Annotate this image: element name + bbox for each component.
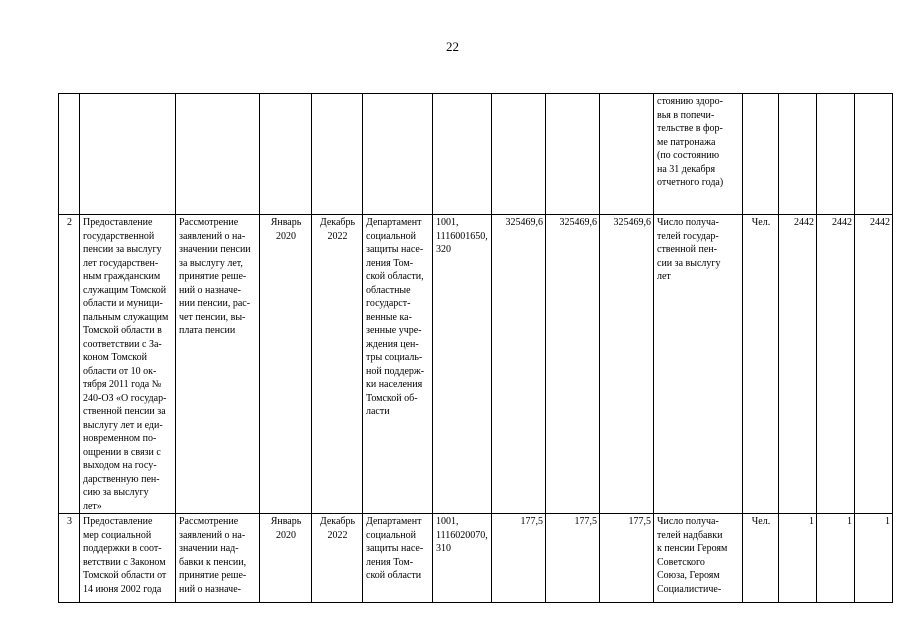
- row-number: 2: [59, 215, 80, 514]
- budget-code: [433, 94, 492, 215]
- table-row: [59, 94, 893, 215]
- row-number: 3: [59, 514, 80, 603]
- row-number: [59, 94, 80, 215]
- start-date: Январь 2020: [260, 215, 312, 514]
- program-measures-table: [58, 93, 893, 603]
- end-date: Декабрь 2022: [312, 514, 363, 603]
- indicator-year-3: 2442: [855, 215, 893, 514]
- funding-year-3: 325469,6: [600, 215, 654, 514]
- end-date: Декабрь 2022: [312, 215, 363, 514]
- funding-year-2: 325469,6: [546, 215, 600, 514]
- executor: [363, 94, 433, 215]
- executor: Департамент социальной защиты насе- ления Том- ской области, областные государст- венные ка- зенные учре- ждения цен- тры социаль- ной поддерж- ки населения Томской об- ласти: [363, 215, 433, 514]
- measure-content: Рассмотрение заявлений о на- значении над- бавки к пенсии, принятие реше- ний о назначе-: [176, 514, 260, 603]
- indicator-unit: Чел.: [743, 215, 779, 514]
- indicator-unit: [743, 94, 779, 215]
- indicator-year-2: [817, 94, 855, 215]
- indicator-unit: Чел.: [743, 514, 779, 603]
- indicator-year-3: 1: [855, 514, 893, 603]
- indicator-year-2: 2442: [817, 215, 855, 514]
- indicator-year-2: 1: [817, 514, 855, 603]
- indicator-year-1: 2442: [779, 215, 817, 514]
- executor: Департамент социальной защиты насе- ления Том- ской области: [363, 514, 433, 603]
- funding-year-1: 177,5: [492, 514, 546, 603]
- measure-name: [80, 94, 176, 215]
- start-date: Январь 2020: [260, 514, 312, 603]
- page-number: 22: [446, 39, 459, 54]
- funding-year-2: [546, 94, 600, 215]
- funding-year-3: 177,5: [600, 514, 654, 603]
- indicator-year-1: 1: [779, 514, 817, 603]
- table-row: [59, 215, 893, 514]
- end-date: [312, 94, 363, 215]
- measure-content: Рассмотрение заявлений о на- значении пенсии за выслугу лет, принятие реше- ний о назначе- нии пенсии, рас- чет пенсии, вы- плата пенсии: [176, 215, 260, 514]
- table-row: [59, 514, 893, 603]
- indicator-year-3: [855, 94, 893, 215]
- measure-content: [176, 94, 260, 215]
- indicator-year-1: [779, 94, 817, 215]
- funding-year-1: [492, 94, 546, 215]
- measure-name: Предоставление государственной пенсии за выслугу лет государствен- ным гражданским служащим Томской области и муници- пальным служащим Томской области в соответствии с За- коном Томской области от 10 ок- тября 2011 года № 240-ОЗ «О государ- ственной пенсии за выслугу лет и еди- новременном по- ощрении в связи с выходом на госу- дарственную пен- сию за выслугу лет»: [80, 215, 176, 514]
- start-date: [260, 94, 312, 215]
- budget-code: 1001, 1116001650, 320: [433, 215, 492, 514]
- indicator-name: Число получа- телей надбавки к пенсии Героям Советского Союза, Героям Социалистиче-: [654, 514, 743, 603]
- funding-year-2: 177,5: [546, 514, 600, 603]
- funding-year-1: 325469,6: [492, 215, 546, 514]
- funding-year-3: [600, 94, 654, 215]
- budget-code: 1001, 1116020070, 310: [433, 514, 492, 603]
- measure-name: Предоставление мер социальной поддержки в соот- ветствии с Законом Томской области от 14 июня 2002 года: [80, 514, 176, 603]
- indicator-name: стоянию здоро- вья в попечи- тельстве в фор- ме патронажа (по состоянию на 31 декабря отчетного года): [654, 94, 743, 215]
- indicator-name: Число получа- телей государ- ственной пен- сии за выслугу лет: [654, 215, 743, 514]
